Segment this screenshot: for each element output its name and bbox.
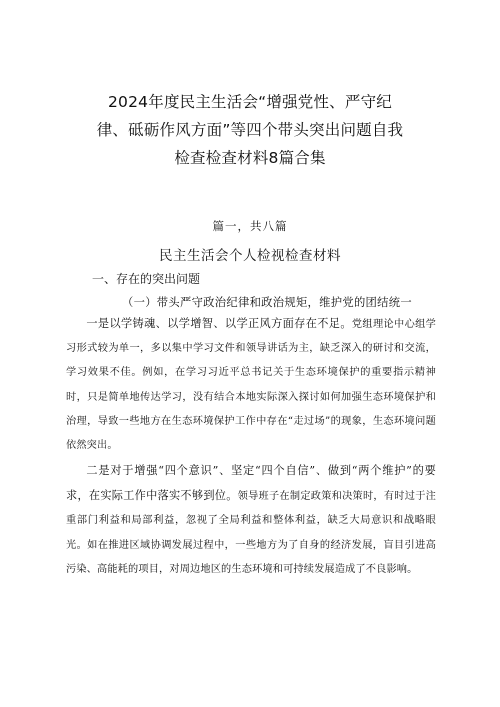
part-label: 篇一，共八篇 — [212, 219, 288, 233]
document-title-line-2: 律、砥砺作风方面”等四个带头突出问题自我 — [96, 121, 404, 139]
paragraph-1 — [66, 312, 436, 458]
paragraph-1-lead: 一是以学铸魂、以学增智、以学正风方面存在不足。 — [86, 317, 352, 330]
paragraph-2-body: 领导班子在制定政策和决策时，有时过于注重部门利益和局部利益，忽视了全局利益和整体利益，缺乏大局意识和战略眼光。如在推进区域协调发展过程中，一些地方为了自身的经济发展，盲目引进高污染、高能耗的项目，对周边地区的生态环境和可持续发展造成了不良影响。 — [66, 491, 436, 575]
part-title: 民主生活会个人检视检查材料 — [159, 248, 341, 264]
paragraph-2 — [66, 459, 436, 582]
sub-heading: （一）带头严守政治纪律和政治规矩，维护党的团结统一 — [122, 296, 412, 309]
paragraph-2-lead: 二是对于增强“四个意识”、坚定“四个自信”、做到“两个维护”的要求，在实际工作中落实不够到位。 — [66, 464, 436, 503]
document-title-line-1: 2024年度民主生活会“增强党性、严守纪 — [108, 93, 392, 111]
section-heading: 一、存在的突出问题 — [92, 272, 201, 286]
document-title-line-3: 检查检查材料8篇合集 — [174, 149, 326, 167]
paragraph-1-body: 党组理论中心组学习形式较为单一，多以集中学习文件和领导讲话为主，缺乏深入的研讨和交流，学习效果不佳。例如，在学习习近平总书记关于生态环境保护的重要指示精神时，只是简单地传达学习，没有结合本地实际深入探讨如何加强生态环境保护和治理，导致一些地方在生态环境保护工作中存在“走过场”的现象，生态环境问题依然突出。 — [66, 319, 437, 452]
